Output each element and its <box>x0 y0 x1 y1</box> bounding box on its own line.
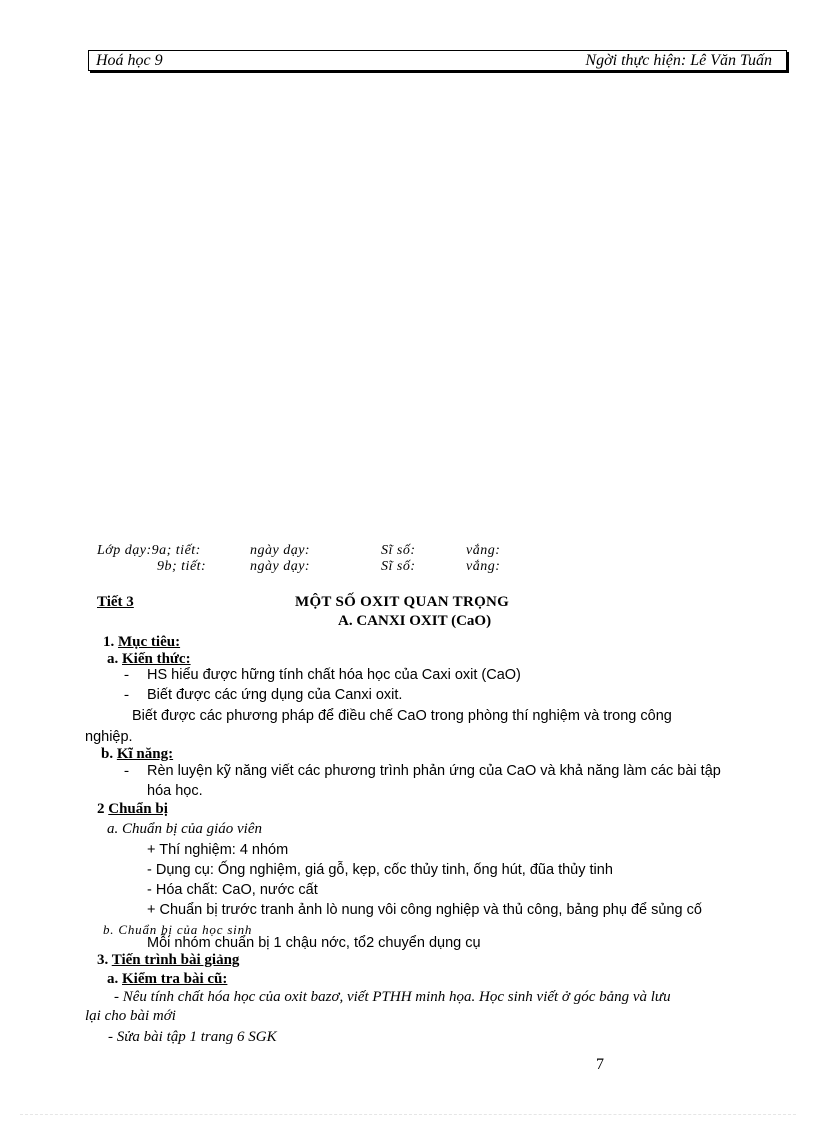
section3-heading: 3. Tiến trình bài giảng <box>97 952 240 968</box>
s3a-item: lại cho bài mới <box>85 1008 176 1024</box>
header-subject: Hoá học 9 <box>96 52 163 69</box>
class-row1-vang: vắng: <box>466 543 501 558</box>
s1a-item: Biết được các phương pháp để điều chế CaO trong phòng thí nghiệm và trong công <box>132 708 672 724</box>
header-author: Ngời thực hiện: Lê Văn Tuấn <box>585 52 772 69</box>
s1b-item: Rèn luyện kỹ năng viết các phương trình phản ứng của CaO và khả năng làm các bài tập <box>147 763 721 779</box>
class-row1-lop: Lớp dạy:9a; tiết: <box>97 543 201 558</box>
section2-heading: 2 Chuẩn bị <box>97 801 168 817</box>
lesson-subtitle: A. CANXI OXIT (CaO) <box>338 613 492 629</box>
class-row2-ngay: ngày dạy: <box>250 559 311 574</box>
section1a-heading: a. Kiến thức: <box>107 651 191 667</box>
s3a-item: - Sửa bài tập 1 trang 6 SGK <box>108 1029 277 1045</box>
s1a-item: nghiệp. <box>85 729 133 745</box>
class-row2-siso: Sĩ số: <box>381 559 416 574</box>
bullet-dash: - <box>124 763 129 779</box>
s2b-text: Mỗi nhóm chuẩn bị 1 chậu nớc, tổ2 chuyển dụng cụ <box>147 935 481 951</box>
s1a-item: HS hiểu được hững tính chất hóa học của Caxi oxit (CaO) <box>147 667 521 683</box>
class-row1-ngay: ngày dạy: <box>250 543 311 558</box>
s3a-item: - Nêu tính chất hóa học của oxit bazơ, viết PTHH minh họa. Học sinh viết ở góc bảng và lưu <box>114 989 671 1005</box>
lesson-tiet: Tiết 3 <box>97 594 134 610</box>
page-header <box>88 50 787 71</box>
section2b-heading: b. Chuẩn bị của học sinh <box>103 922 253 937</box>
page-number: 7 <box>596 1056 604 1073</box>
s2a-item: - Hóa chất: CaO, nước cất <box>147 882 318 898</box>
s1b-item: hóa học. <box>147 783 203 799</box>
lesson-title: MỘT SỐ OXIT QUAN TRỌNG <box>295 594 510 610</box>
section1b-heading: b. Kĩ năng: <box>101 746 174 762</box>
class-row2-lop: 9b; tiết: <box>157 559 207 574</box>
s2a-item: + Thí nghiệm: 4 nhóm <box>147 842 289 858</box>
class-row1-siso: Sĩ số: <box>381 543 416 558</box>
section2a-heading: a. Chuẩn bị của giáo viên <box>107 821 262 837</box>
s1a-item: Biết được các ứng dụng của Canxi oxit. <box>147 687 403 703</box>
bullet-dash: - <box>124 687 129 703</box>
s2a-item: + Chuẩn bị trước tranh ảnh lò nung vôi công nghiệp và thủ công, bảng phụ để sủng cố <box>147 902 702 918</box>
class-row2-vang: vắng: <box>466 559 501 574</box>
bullet-dash: - <box>124 667 129 683</box>
page-bottom-rule <box>20 1114 796 1115</box>
s2a-item: - Dụng cụ: Ống nghiệm, giá gỗ, kẹp, cốc thủy tinh, ống hút, đũa thủy tinh <box>147 862 613 878</box>
section3a-heading: a. Kiểm tra bài cũ: <box>107 971 228 987</box>
section1-heading: 1. Mục tiêu: <box>103 634 181 650</box>
